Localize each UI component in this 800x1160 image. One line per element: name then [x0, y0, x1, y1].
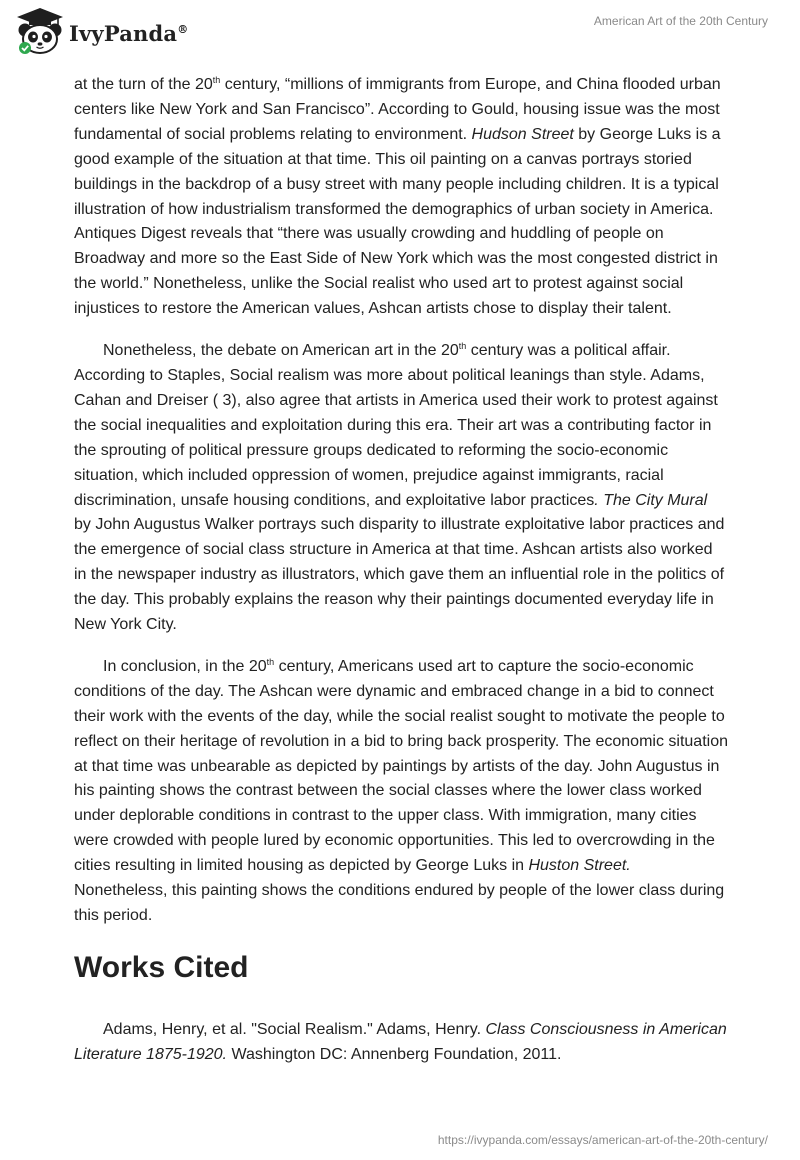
- brand-registered-mark: ®: [177, 22, 189, 36]
- paragraph-1: at the turn of the 20th century, “millions of immigrants from Europe, and China flooded urban centers like New York and San Francisco”. According to Gould, housing issue was the most fundamental of social problems relating to environment. Hudson Street by George Luks is a good example of the situation at that time. This oil painting on a canvas portrays storied buildings in the backdrop of a busy street with many people including children. It is a typical illustration of how industrialism transformed the demographics of urban society in America. Antiques Digest reveals that “there was usually crowding and huddling of people on Broadway and more so the East Side of New York which was the most congested district in the world.” Nonetheless, unlike the Social realist who used art to protest against social injustices to restore the American values, Ashcan artists chose to display their talent.: [74, 75, 721, 318]
- brand-name: IvyPanda®: [69, 20, 189, 46]
- works-cited-entry: Adams, Henry, et al. "Social Realism." Adams, Henry. Class Consciousness in American Literature 1875-1920. Washington DC: Annenberg Foundation, 2011.: [74, 1020, 727, 1063]
- paragraph-3: In conclusion, in the 20th century, Americans used art to capture the socio-economic conditions of the day. The Ashcan were dynamic and embraced change in a bid to connect their work with the events of the day, while the social realist sought to motivate the people to reflect on their heritage of revolution in a bid to bring back prosperity. The economic situation at that time was unbearable as depicted by paintings by artists of the day. John Augustus in his painting shows the contrast between the social classes where the lower class worked under deplorable conditions in contrast to the upper class. With immigration, many cities were crowded with people lured by economic opportunities. This led to overcrowding in the cities resulting in limited housing as depicted by George Luks in Huston Street. Nonetheless, this painting shows the conditions endured by people of the lower class during this period.: [74, 656, 728, 924]
- page-header: [0, 0, 800, 60]
- works-cited-heading: Works Cited: [74, 950, 249, 984]
- source-url-link[interactable]: https://ivypanda.com/essays/american-art-of-the-20th-century/: [437, 1133, 768, 1147]
- running-title: American Art of the 20th Century: [593, 14, 768, 28]
- panda-graduate-icon: [14, 6, 66, 56]
- ivypanda-logo[interactable]: [14, 6, 188, 56]
- paragraph-2: Nonetheless, the debate on American art in the 20th century was a political affair. According to Staples, Social realism was more about political leanings than style. Adams, Cahan and Dreiser ( 3), also agree that artists in America used their work to protest against the social inequalities and exploitation during this era. Their art was a contributing factor in the sprouting of political pressure groups dedicated to reforming the socio-economic situation, which included oppression of women, prejudice against immigrants, racial discrimination, unsafe housing conditions, and exploitative labor practices. The City Mural by John Augustus Walker portrays such disparity to illustrate exploitative labor practices and the emergence of social class structure in America at that time. Ashcan artists also worked in the newspaper industry as illustrators, which gave them an influential role in the politics of the day. This probably explains the reason why their paintings documented everyday life in New York City.: [74, 341, 725, 634]
- essay-content: [74, 73, 728, 1068]
